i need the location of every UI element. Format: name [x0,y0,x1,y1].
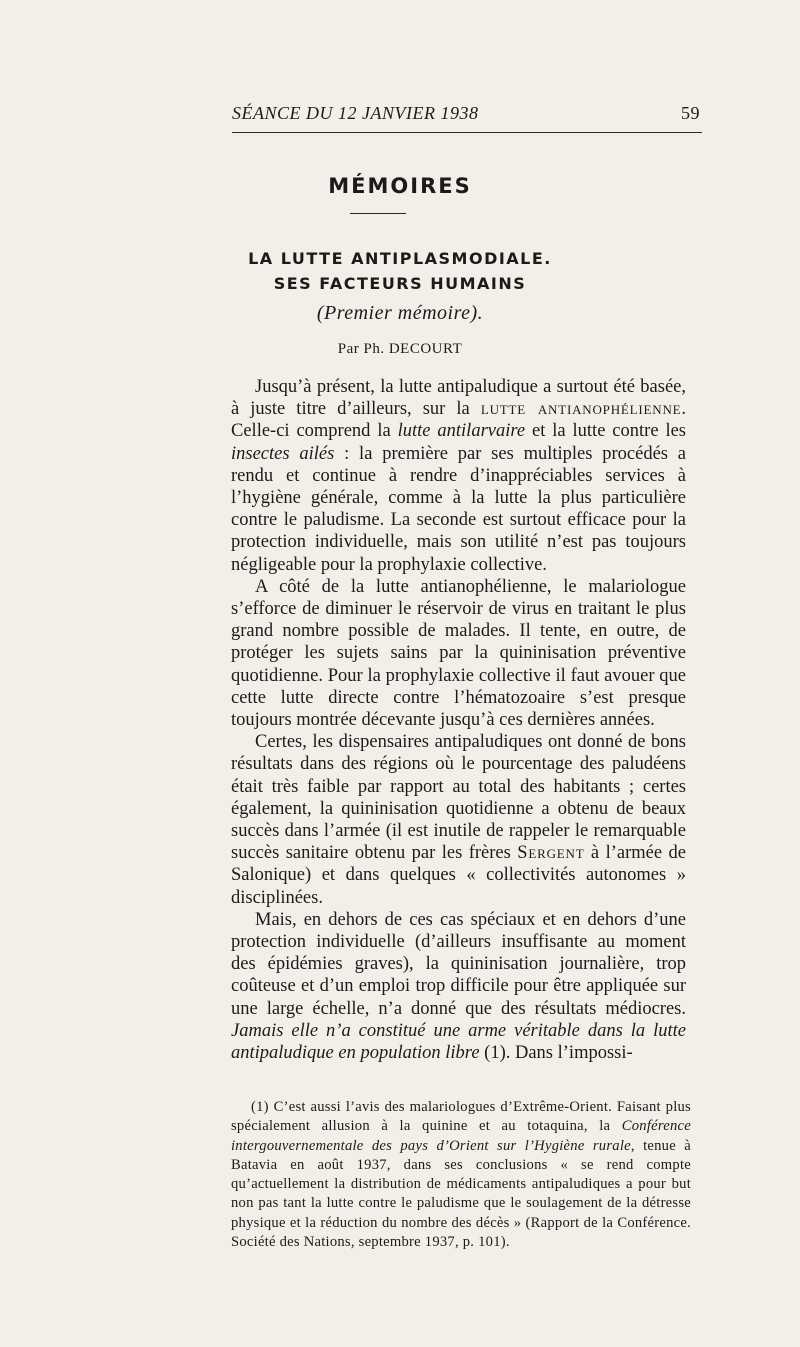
running-head-title: SÉANCE DU 12 JANVIER 1938 [232,103,479,123]
italic-title: Conférence intergouvernementale des pays d’Orient sur l’Hygiène rurale [231,1118,691,1154]
title-rule [350,213,406,214]
text-run: , tenue à Batavia en août 1937, dans ses conclusions « se rend compte qu’actuellement la distribution de médicaments antipaludiques a pour but non pas tant la lutte contre le paludisme que le soulagement de la détresse physique et la réduction du nombre des décès » (Rapport de la Conférence. Société des Nations, septembre 1937, p. 101). [231,1137,692,1251]
italic-emphasis: Jamais elle n’a constitué une arme véritable dans la lutte antipaludique en population libre [231,1020,686,1064]
article-subtitle: (Premier mémoire). [316,302,484,324]
section-title: MÉMOIRES [328,174,472,198]
header-rule [232,132,702,133]
running-head [232,103,700,127]
article-body [231,376,686,1064]
text-run: Certes, les dispensaires antipaludiques ont donné de bons résultats dans des régions où le pourcentage des paludéens était très faible par rapport au total des habitants ; certes également, la quininisation quotidienne a obtenu de beaux succès dans l’armée (il est inutile de rappeler le remarquable succès sanitaire obtenu par les frères [231,732,686,864]
small-caps-term: lutte antianophélienne [480,399,682,420]
footnote [231,1098,691,1252]
article-title-line-1: LA LUTTE ANTIPLASMODIALE. [248,249,552,268]
text-run: : la première par ses multiples procédés a rendu et continue à rendre d’inappréciables services à l’hygiène générale, comme à la lutte la plus particulière contre le paludisme. La seconde est surtout efficace pour la protection individuelle, mais son utilité n’est pas toujours négligeable pour la prophylaxie collective. [231,443,686,575]
text-run: (1). Dans l’impossi- [479,1043,633,1064]
text-run: Mais, en dehors de ces cas spéciaux et en dehors d’une protection individuelle (d’ailleurs insuffisante au moment des épidémies graves), la quininisation journalière, trop coûteuse et d’un emploi trop difficile pour être appliquée sur une large échelle, n’a donné que des résultats médiocres. [231,909,686,1019]
article-title-line-2: SES FACTEURS HUMAINS [273,274,527,293]
paragraph-4 [231,909,686,1064]
text-run: à l’armée de Salonique) et dans quelques « collectivités autonomes » disciplinées. [231,843,686,908]
text-run: Jusqu’à présent, la lutte antipaludique a surtout été basée, à juste titre d’ailleurs, sur la [231,377,686,420]
small-caps-name: Sergent [517,843,585,864]
paragraph-3 [231,731,686,909]
italic-term: insectes ailés [231,443,335,464]
footnote-text [231,1098,691,1252]
byline: Par Ph. DECOURT [337,341,463,357]
paragraph-1 [231,376,686,576]
italic-term: lutte antilarvaire [397,421,526,442]
page-number: 59 [681,103,700,123]
text-run: (1) C’est aussi l’avis des malariologues d’Extrême-Orient. Faisant plus spécialement allusion à la quinine et au totaquina, la [231,1099,691,1135]
paragraph-2: A côté de la lutte antianophélienne, le malariologue s’efforce de diminuer le réservoir de virus en traitant le plus grand nombre possible de malades. Il tente, en outre, de protéger les sujets sains par la quininisation préventive quotidienne. Pour la prophylaxie collective il faut avouer que cette lutte directe contre l’hématozoaire s’est presque toujours montrée décevante jusqu’à ces dernières années. [231,576,686,731]
text-run: et la lutte contre les [525,421,686,442]
text-run: . Celle-ci comprend la [231,399,686,442]
article-title [0,246,800,296]
